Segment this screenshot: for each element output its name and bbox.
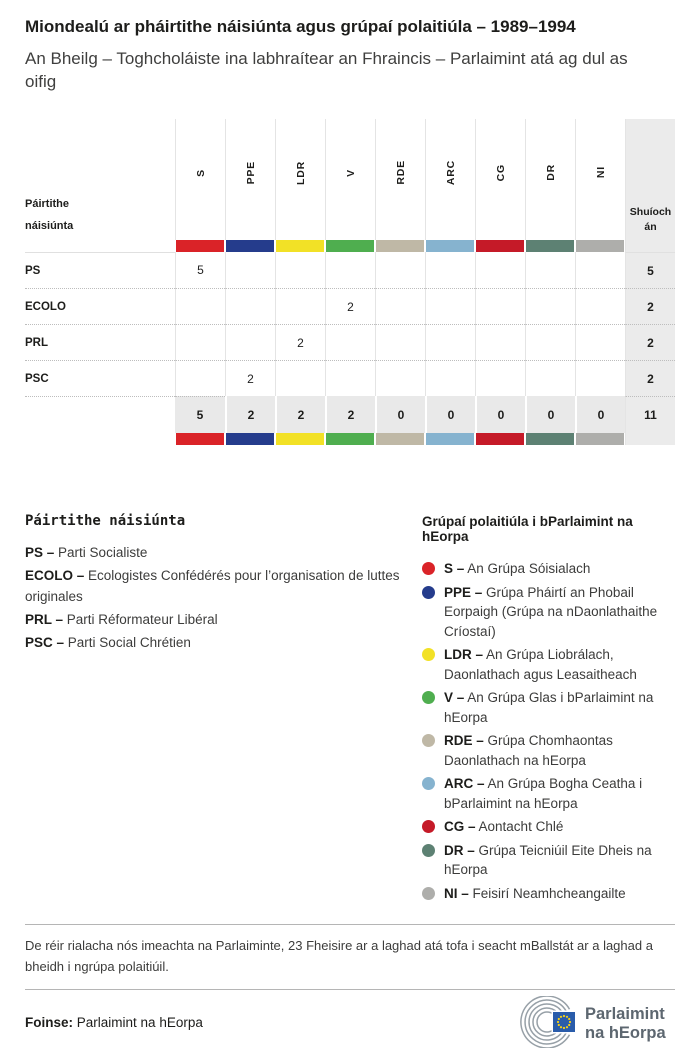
- legend-right-heading: Grúpaí polaitiúla i bParlaimint na hEorpa: [422, 514, 633, 544]
- legend-item: S – An Grúpa Sóisialach: [422, 559, 675, 579]
- table-cell: [475, 360, 525, 396]
- table-cell: [325, 360, 375, 396]
- table-cell: [375, 288, 425, 324]
- table-cell: [525, 360, 575, 396]
- group-color-dot-icon: [422, 648, 435, 661]
- seats-cell: 2: [625, 324, 675, 360]
- page-title: Miondealú ar pháirtithe náisiúnta agus grúpaí polaitiúla – 1989–1994: [25, 17, 576, 36]
- color-bar-ldr: [275, 433, 325, 445]
- legend-item: PSC – Parti Social Chrétien: [25, 635, 191, 650]
- table-cell: [175, 324, 225, 360]
- table-cell: [525, 288, 575, 324]
- table-cell: [325, 324, 375, 360]
- party-row-label: PRL: [25, 324, 175, 360]
- table-cell: [175, 360, 225, 396]
- total-cell: 2: [325, 396, 375, 433]
- table-cell: [225, 324, 275, 360]
- table-cell: [475, 252, 525, 288]
- total-cell: 0: [575, 396, 625, 433]
- table-cell: [175, 288, 225, 324]
- seats-cell: 2: [625, 288, 675, 324]
- group-color-dot-icon: [422, 844, 435, 857]
- group-column-header-ni: NI: [575, 119, 625, 240]
- corner-header-label: Páirtithe náisiúnta: [25, 198, 74, 232]
- group-column-header-ldr: LDR: [275, 119, 325, 240]
- color-bar-rde: [375, 433, 425, 445]
- table-cell: [225, 252, 275, 288]
- table-cell: [575, 252, 625, 288]
- color-bar-ppe: [225, 240, 275, 252]
- table-cell: [425, 360, 475, 396]
- table-cell: [275, 360, 325, 396]
- total-cell: 0: [475, 396, 525, 433]
- group-column-header-s: S: [175, 119, 225, 240]
- legend-item: LDR – An Grúpa Liobrálach, Daonlathach agus Leasaitheach: [422, 645, 675, 684]
- seats-column-bg: [625, 433, 675, 445]
- table-cell: [375, 324, 425, 360]
- logo-text-line1: Parlaimint: [585, 1005, 665, 1023]
- table-cell: [575, 360, 625, 396]
- table-cell: [325, 252, 375, 288]
- source-row: [25, 996, 675, 1048]
- parties-groups-table: [25, 119, 675, 445]
- table-cell: [575, 324, 625, 360]
- table-cell: [425, 288, 475, 324]
- table-cell: [375, 252, 425, 288]
- color-bar-cg: [475, 433, 525, 445]
- legend-item: ARC – An Grúpa Bogha Ceatha i bParlaimint na hEorpa: [422, 774, 675, 813]
- color-bar-ldr: [275, 240, 325, 252]
- color-bar-arc: [425, 433, 475, 445]
- table-cell: 2: [225, 360, 275, 396]
- group-column-header-dr: DR: [525, 119, 575, 240]
- color-bar-s: [175, 433, 225, 445]
- european-parliament-logo: [517, 996, 675, 1048]
- total-cell: 2: [225, 396, 275, 433]
- legend-national-parties: [25, 513, 422, 907]
- legend-item: PPE – Grúpa Pháirtí an Phobail Eorpaigh (Grúpa na nDaonlathaithe Críostaí): [422, 583, 675, 642]
- color-bar-v: [325, 240, 375, 252]
- seats-cell: 2: [625, 360, 675, 396]
- legend-item: PRL – Parti Réformateur Libéral: [25, 612, 218, 627]
- group-column-header-rde: RDE: [375, 119, 425, 240]
- group-column-header-ppe: PPE: [225, 119, 275, 240]
- color-bar-v: [325, 433, 375, 445]
- totals-row-label: [25, 396, 175, 433]
- legend-item: CG – Aontacht Chlé: [422, 817, 675, 837]
- legend-section: [25, 513, 675, 907]
- legend-item: DR – Grúpa Teicniúil Eite Dheis na hEorpa: [422, 841, 675, 880]
- total-cell: 2: [275, 396, 325, 433]
- source-text: Foinse: Parlaimint na hEorpa: [25, 1014, 203, 1030]
- legend-left-heading: Páirtithe náisiúnta: [25, 513, 186, 529]
- color-bar-cg: [475, 240, 525, 252]
- spacer-cell: [25, 433, 175, 445]
- infographic-page: [0, 16, 700, 1048]
- table-cell: [475, 288, 525, 324]
- color-bar-dr: [525, 240, 575, 252]
- party-row-label: PSC: [25, 360, 175, 396]
- table-cell: [375, 360, 425, 396]
- spacer-cell: [25, 240, 175, 252]
- color-bar-s: [175, 240, 225, 252]
- corner-header: [25, 119, 175, 240]
- total-cell: 0: [425, 396, 475, 433]
- table-cell: [275, 252, 325, 288]
- color-bar-dr: [525, 433, 575, 445]
- group-column-header-cg: CG: [475, 119, 525, 240]
- group-color-dot-icon: [422, 691, 435, 704]
- group-column-header-arc: ARC: [425, 119, 475, 240]
- logo-text-line2: na hEorpa: [585, 1024, 666, 1042]
- seats-grand-total: 11: [625, 396, 675, 433]
- page-subtitle: An Bheilg – Toghcholáiste ina labhraítear an Fhraincis – Parlaimint atá ag dul as oifig: [25, 49, 628, 91]
- total-cell: 0: [525, 396, 575, 433]
- table-cell: [225, 288, 275, 324]
- total-cell: 5: [175, 396, 225, 433]
- color-bar-ppe: [225, 433, 275, 445]
- legend-item: RDE – Grúpa Chomhaontas Daonlathach na hEorpa: [422, 731, 675, 770]
- party-row-label: PS: [25, 252, 175, 288]
- table-cell: [525, 324, 575, 360]
- group-color-dot-icon: [422, 777, 435, 790]
- group-color-dot-icon: [422, 562, 435, 575]
- table-cell: [425, 324, 475, 360]
- group-color-dot-icon: [422, 734, 435, 747]
- table-cell: 5: [175, 252, 225, 288]
- footnote: De réir rialacha nós imeachta na Parlaiminte, 23 Fheisire ar a laghad atá tofa i seacht mBallstát ar a laghad a bheidh i ngrúpa polaitiúil.: [25, 924, 675, 990]
- group-color-dot-icon: [422, 887, 435, 900]
- table-cell: [475, 324, 525, 360]
- legend-political-groups: [422, 513, 675, 907]
- color-bar-ni: [575, 240, 625, 252]
- table-cell: [275, 288, 325, 324]
- legend-item: V – An Grúpa Glas i bParlaimint na hEorpa: [422, 688, 675, 727]
- legend-item: NI – Feisirí Neamhcheangailte: [422, 884, 675, 904]
- table-cell: [525, 252, 575, 288]
- group-color-dot-icon: [422, 820, 435, 833]
- group-color-dot-icon: [422, 586, 435, 599]
- total-cell: 0: [375, 396, 425, 433]
- table-cell: [575, 288, 625, 324]
- legend-item: PS – Parti Socialiste: [25, 545, 148, 560]
- seats-column-bg: [625, 240, 675, 252]
- legend-item: ECOLO – Ecologistes Confédérés pour l’organisation de luttes originales: [25, 568, 400, 604]
- color-bar-rde: [375, 240, 425, 252]
- color-bar-arc: [425, 240, 475, 252]
- seats-column-header: Shuíochán: [625, 119, 675, 240]
- table-cell: 2: [275, 324, 325, 360]
- table-cell: [425, 252, 475, 288]
- table-cell: 2: [325, 288, 375, 324]
- party-row-label: ECOLO: [25, 288, 175, 324]
- group-column-header-v: V: [325, 119, 375, 240]
- seats-cell: 5: [625, 252, 675, 288]
- color-bar-ni: [575, 433, 625, 445]
